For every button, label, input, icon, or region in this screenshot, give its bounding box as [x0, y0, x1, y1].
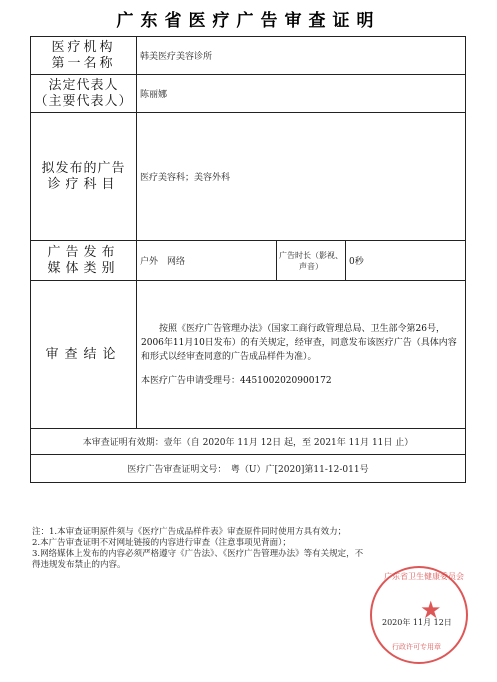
- note-line: 2.本广告审查证明不对网址链接的内容进行审查（注意事项见背面）；: [32, 538, 291, 548]
- subject-label: 拟发布的广告 诊疗科目: [31, 113, 137, 241]
- certificate-table: [30, 36, 466, 483]
- document-number: 医疗广告审查证明文号： 粤（U）广[2020]第11-12-011号: [31, 455, 466, 483]
- note-line: 3.网络媒体上发布的内容必须严格遵守《广告法》、《医疗广告管理办法》等有关规定，不: [32, 549, 364, 559]
- institution-value: 韩美医疗美容诊所: [137, 37, 466, 75]
- seal-text: 广东省卫生健康委员会: [384, 572, 464, 581]
- conclusion-cell: [137, 281, 466, 429]
- duration-label: 广告时长（影视、声音）: [277, 241, 346, 281]
- media-label: 广告发布 媒体类别: [31, 241, 137, 281]
- seal-bottom-text: 行政许可专用章: [392, 643, 441, 651]
- validity-period: 本审查证明有效期：壹年（自 2020年 11月 12日 起，至 2021年 11月 11日 止）: [31, 429, 466, 455]
- issue-date: 2020年 11月 12日: [382, 618, 452, 627]
- duration-value: 0秒: [346, 241, 466, 281]
- conclusion-number: 本医疗广告申请受理号：4451002020900172: [141, 375, 332, 386]
- star-icon: ★: [420, 596, 442, 624]
- note-line: 得违规发布禁止的内容。: [32, 560, 126, 570]
- notes: [32, 527, 472, 571]
- page-title: 广东省医疗广告审查证明: [116, 11, 381, 31]
- legal-rep-value: 陈丽娜: [137, 75, 466, 113]
- legal-rep-label: 法定代表人 （主要代表人）: [31, 75, 137, 113]
- conclusion-label: 审查结论: [31, 281, 137, 429]
- institution-label: 医疗机构 第一名称: [31, 37, 137, 75]
- subject-value: 医疗美容科；美容外科: [137, 113, 466, 241]
- note-line: 注：1.本审查证明原件须与《医疗广告成品样件表》审查原件同时使用方具有效力；: [32, 527, 347, 537]
- media-value: 户外 网络: [137, 241, 277, 281]
- conclusion-text: 按照《医疗广告管理办法》（国家工商行政管理总局、卫生部令第26号，2006年11月10日发布）的有关规定，经审查，同意发布该医疗广告（具体内容和形式以经审查同意的广告成品样件为准）。: [141, 323, 457, 362]
